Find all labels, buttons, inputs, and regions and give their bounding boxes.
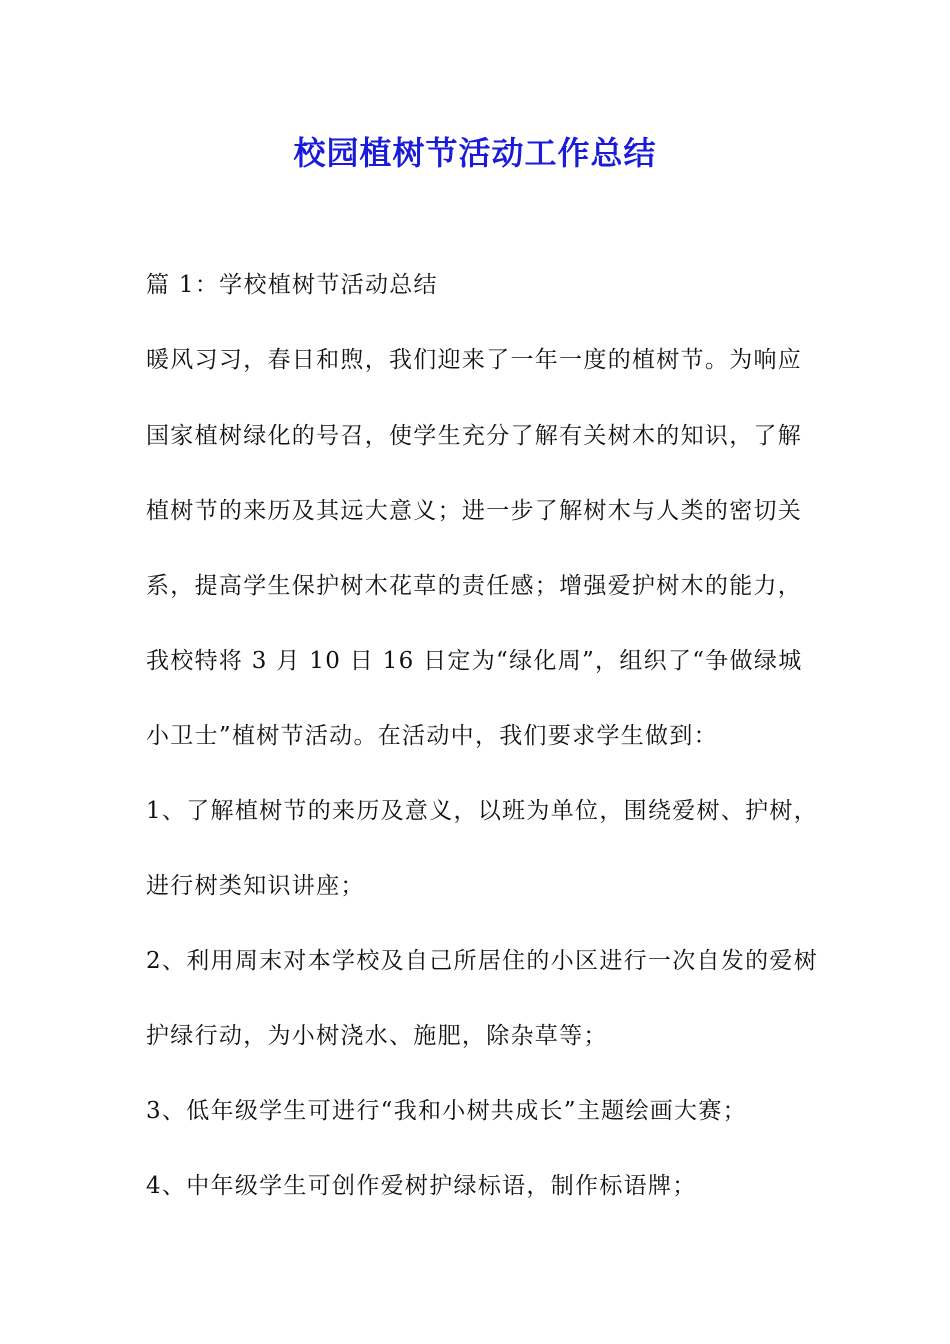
list-item-line: 护绿行动，为小树浇水、施肥，除杂草等； (146, 1023, 608, 1049)
paragraph-line: 国家植树绿化的号召，使学生充分了解有关树木的知识，了解 (146, 423, 803, 449)
section-heading: 篇 1：学校植树节活动总结 (146, 272, 438, 298)
list-item-line: 1、了解植树节的来历及意义，以班为单位，围绕爱树、护树， (146, 798, 819, 824)
paragraph-line: 小卫士”植树节活动。在活动中，我们要求学生做到： (146, 723, 718, 749)
list-item-line: 3、低年级学生可进行“我和小树共成长”主题绘画大赛； (146, 1098, 747, 1124)
document-title: 校园植树节活动工作总结 (293, 134, 657, 172)
list-item-line: 进行树类知识讲座； (146, 873, 365, 899)
paragraph-line: 植树节的来历及其远大意义；进一步了解树木与人类的密切关 (146, 498, 803, 524)
paragraph-line: 暖风习习，春日和煦，我们迎来了一年一度的植树节。为响应 (146, 347, 803, 373)
paragraph-line: 系，提高学生保护树木花草的责任感；增强爱护树木的能力， (146, 573, 803, 599)
paragraph-line: 我校特将 3 月 10 日 16 日定为“绿化周”，组织了“争做绿城 (146, 648, 803, 674)
list-item-line: 4、中年级学生可创作爱树护绿标语，制作标语牌； (146, 1173, 697, 1199)
list-item-line: 2、利用周末对本学校及自己所居住的小区进行一次自发的爱树 (146, 948, 819, 974)
